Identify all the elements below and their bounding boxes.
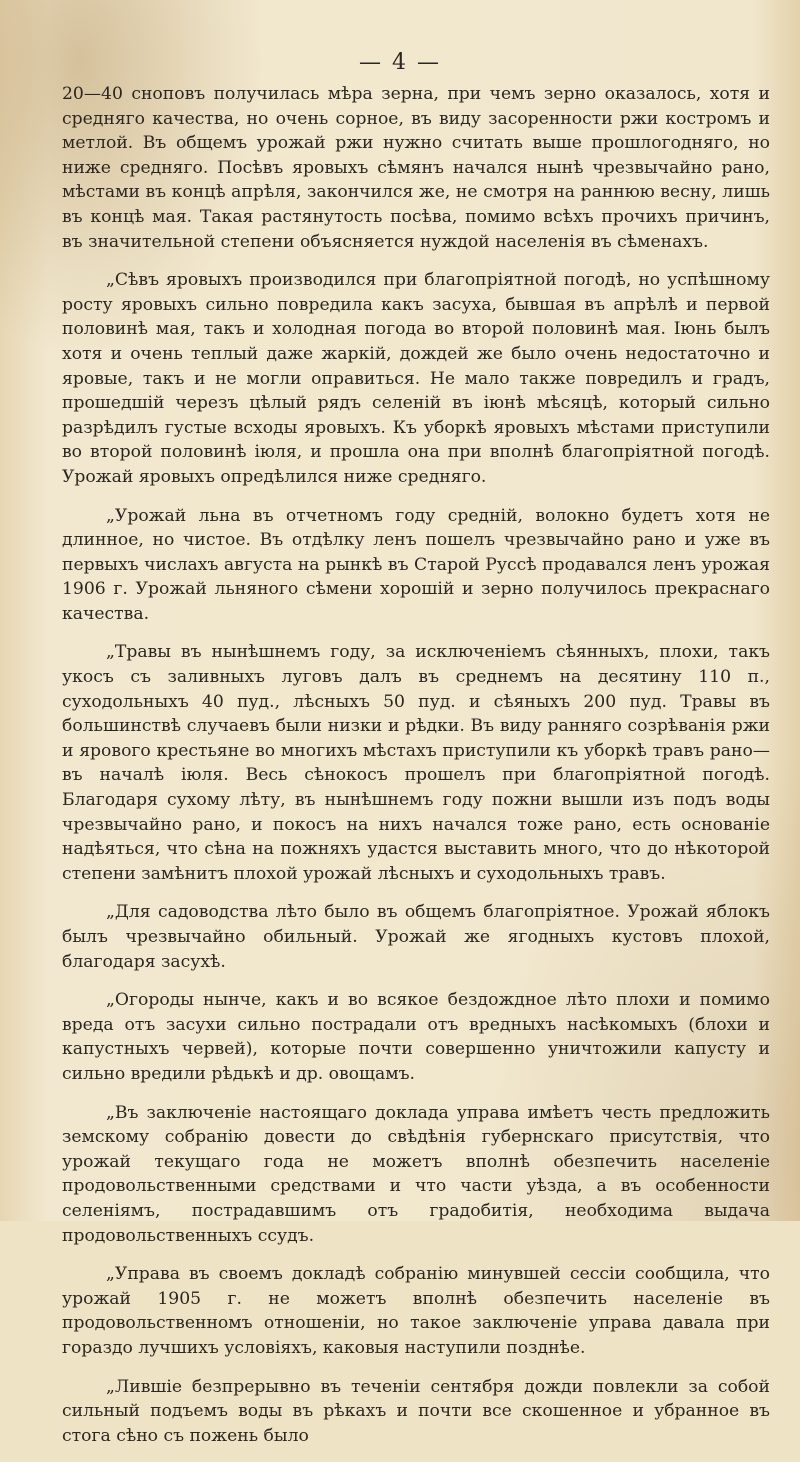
page-number: — 4 — [359,50,441,75]
paragraph: „Лившіе безпрерывно въ теченіи сентября дожди повлекли за собой сильный подъемъ воды въ рѣкахъ и почти все скошенное и убранное въ стога сѣно съ пожень было [62,1376,770,1446]
paragraph: 20—40 сноповъ получилась мѣра зерна, при чемъ зерно оказалось, хотя и средняго качества, но очень сорное, въ виду засоренности ржи костромъ и метлой. Въ общемъ урожай ржи нужно считать выше прошлогодняго, но ниже средняго. Посѣвъ яровыхъ сѣмянъ начался нынѣ чрезвычайно рано, мѣстами въ концѣ апрѣля, закончился же, не смотря на раннюю весну, лишь въ концѣ мая. Такая растянутость посѣва, помимо всѣхъ прочихъ причинъ, въ значительной степени объясняется нуждой населенія въ сѣменахъ. [62,84,770,252]
body-text [62,82,770,1462]
paragraph: „Въ заключеніе настоящаго доклада управа имѣетъ честь предложить земскому собранію довести до свѣдѣнія губернскаго присутствія, что урожай текущаго года не можетъ вполнѣ обезпечить населеніе продовольственными средствами и что части уѣзда, а въ особенности селеніямъ, пострадавшимъ отъ градобитія, необходима выдача продовольственныхъ ссудъ. [62,1102,770,1246]
paragraph: „Урожай льна въ отчетномъ году средній, волокно будетъ хотя не длинное, но чистое. Въ отдѣлку ленъ пошелъ чрезвычайно рано и уже въ первыхъ числахъ августа на рынкѣ въ Старой Руссѣ продавался ленъ урожая 1906 г. Урожай льняного сѣмени хорошій и зерно получилось прекраснаго качества. [62,505,770,624]
paragraph: „Для садоводства лѣто было въ общемъ благопріятное. Урожай яблокъ былъ чрезвычайно обильный. Урожай же ягодныхъ кустовъ плохой, благодаря засухѣ. [62,902,770,972]
paragraph: „Сѣвъ яровыхъ производился при благопріятной погодѣ, но успѣшному росту яровыхъ сильно повредила какъ засуха, бывшая въ апрѣлѣ и первой половинѣ мая, такъ и холодная погода во второй половинѣ мая. Іюнь былъ хотя и очень теплый даже жаркій, дождей же было очень недостаточно и яровые, такъ и не могли оправиться. Не мало также повредилъ и градъ, прошедшій черезъ цѣлый рядъ селеній въ іюнѣ мѣсяцѣ, который сильно разрѣдилъ густые всходы яровыхъ. Къ уборкѣ яровыхъ мѣстами приступили во второй половинѣ іюля, и прошла она при вполнѣ благопріятной погодѣ. Урожай яровыхъ опредѣлился ниже средняго. [62,270,770,487]
paragraph: „Травы въ нынѣшнемъ году, за исключеніемъ сѣянныхъ, плохи, такъ укосъ съ заливныхъ луговъ далъ въ среднемъ на десятину 110 п., суходольныхъ 40 пуд., лѣсныхъ 50 пуд. и сѣяныхъ 200 пуд. Травы въ большинствѣ случаевъ были низки и рѣдки. Въ виду ранняго созрѣванія ржи и ярового крестьяне во многихъ мѣстахъ приступили къ уборкѣ травъ рано—въ началѣ іюля. Весь сѣнокосъ прошелъ при благопріятной погодѣ. Благодаря сухому лѣту, въ нынѣшнемъ году пожни вышли изъ подъ воды чрезвычайно рано, и покосъ на нихъ начался тоже рано, есть основаніе надѣяться, что сѣна на пожняхъ удастся выставить много, что до нѣкоторой степени замѣнитъ плохой урожай лѣсныхъ и суходольныхъ травъ. [62,642,770,884]
paragraph: „Управа въ своемъ докладѣ собранію минувшей сессіи сообщила, что урожай 1905 г. не можетъ вполнѣ обезпечить населеніе въ продовольственномъ отношеніи, но такое заключеніе управа давала при гораздо лучшихъ условіяхъ, каковыя наступили позднѣе. [62,1264,770,1358]
paragraph: „Огороды нынче, какъ и во всякое бездождное лѣто плохи и помимо вреда отъ засухи сильно пострадали отъ вредныхъ насѣкомыхъ (блохи и капустныхъ червей), которые почти совершенно уничтожили капусту и сильно вредили рѣдькѣ и др. овощамъ. [62,990,770,1084]
